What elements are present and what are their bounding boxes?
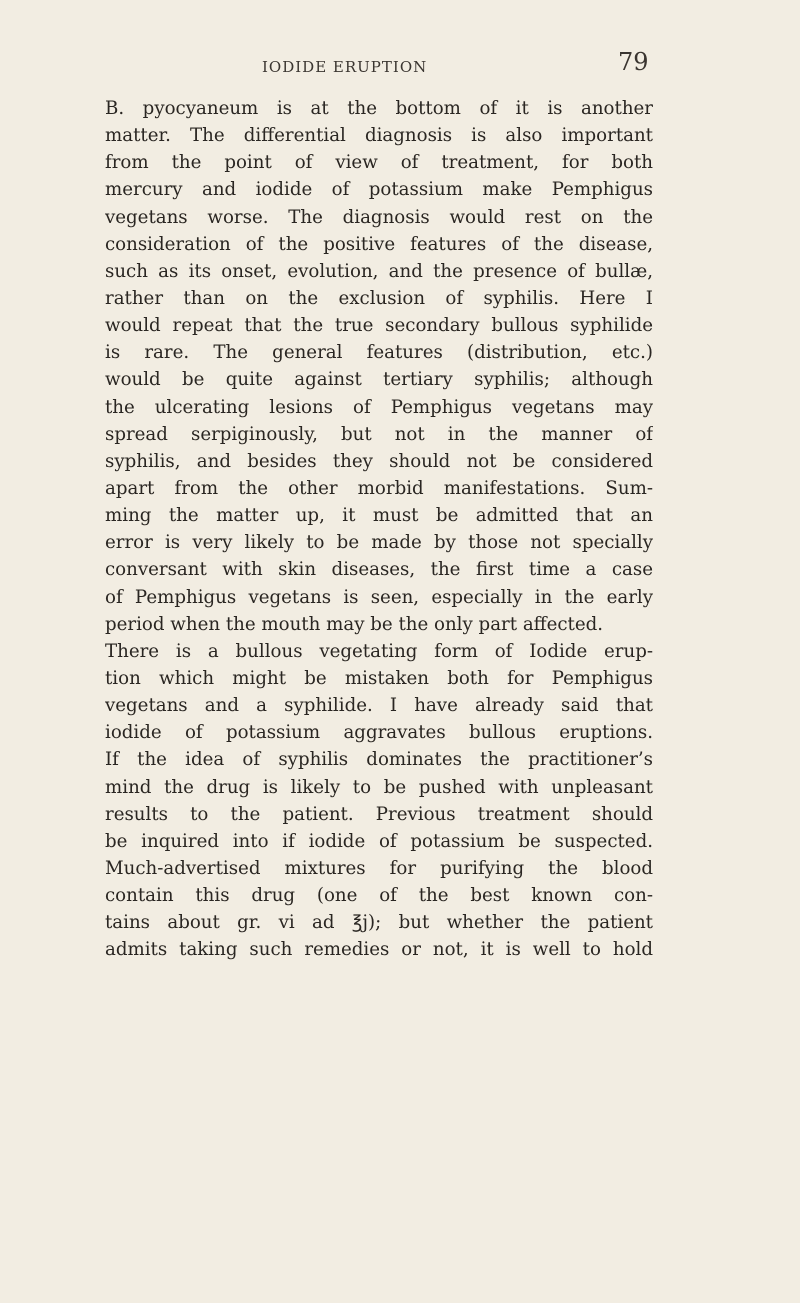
text-line: apart from the other morbid manifestations. Sum- <box>105 477 653 499</box>
text-line: spread serpiginously, but not in the manner of <box>105 423 653 445</box>
text-line: B. pyocyaneum is at the bottom of it is another <box>105 98 653 119</box>
text-line: ming the matter up, it must be admitted that an <box>105 505 653 527</box>
text-line: such as its onset, evolution, and the presence of bullæ, <box>105 260 653 282</box>
text-line: the ulcerating lesions of Pemphigus vegetans may <box>105 396 653 418</box>
text-line: iodide of potassium aggravates bullous eruptions. <box>105 722 653 744</box>
text-line: of Pemphigus vegetans is seen, especially in the early <box>105 586 653 608</box>
text-line: tion which might be mistaken both for Pemphigus <box>105 667 653 689</box>
text-line: vegetans worse. The diagnosis would rest on the <box>105 206 653 228</box>
text-line: mercury and iodide of potassium make Pemphigus <box>105 179 653 201</box>
text-line: vegetans and a syphilide. I have already said that <box>105 695 653 717</box>
text-line: from the point of view of treatment, for both <box>105 152 653 174</box>
text-line: If the idea of syphilis dominates the practitioner’s <box>105 749 653 771</box>
text-line: syphilis, and besides they should not be considered <box>105 450 653 472</box>
text-line: admits taking such remedies or not, it is well to hold <box>105 939 653 961</box>
body-text <box>105 95 653 964</box>
text-line: is rare. The general features (distribution, etc.) <box>105 342 653 364</box>
text-line: be inquired into if iodide of potassium be suspected. <box>105 830 653 852</box>
text-line: would be quite against tertiary syphilis; although <box>105 369 653 391</box>
text-line: Much-advertised mixtures for purifying the blood <box>105 857 653 879</box>
running-title: IODIDE ERUPTION <box>262 58 428 76</box>
text-line: error is very likely to be made by those not specially <box>105 532 653 554</box>
text-line: mind the drug is likely to be pushed with unpleasant <box>105 776 653 798</box>
text-line: would repeat that the true secondary bullous syphilide <box>105 315 653 337</box>
page-number: 79 <box>618 48 649 76</box>
text-line: contain this drug (one of the best known con- <box>105 885 653 907</box>
text-line: There is a bullous vegetating form of Iodide erup- <box>105 640 653 662</box>
text-line: results to the patient. Previous treatment should <box>105 803 653 825</box>
text-line: rather than on the exclusion of syphilis. Here I <box>105 287 653 309</box>
text-line: tains about gr. vi ad ℥j); but whether the patient <box>105 912 653 934</box>
text-line: conversant with skin diseases, the first time a case <box>105 559 653 581</box>
text-line: period when the mouth may be the only part affected. <box>105 613 604 635</box>
text-line: consideration of the positive features of the disease, <box>105 233 653 255</box>
text-line: matter. The differential diagnosis is also important <box>105 125 653 147</box>
